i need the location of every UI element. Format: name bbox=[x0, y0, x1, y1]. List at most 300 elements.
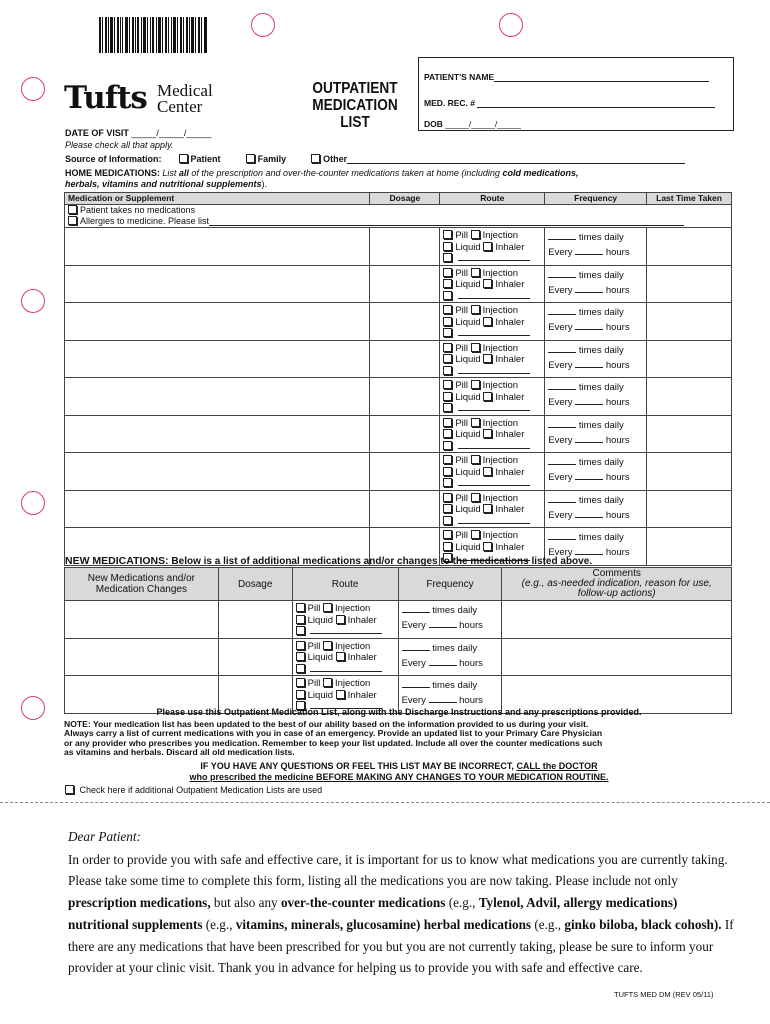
note-line: as vitamins and herbals. Discard all old medication lists. bbox=[64, 746, 295, 757]
frequency-cell bbox=[545, 490, 647, 528]
every-hours-field[interactable] bbox=[575, 479, 603, 480]
route-cell bbox=[292, 638, 398, 676]
times-daily-field[interactable] bbox=[402, 650, 430, 651]
route-inhaler-label: Inhaler bbox=[495, 504, 525, 515]
route-injection-label: Injection bbox=[334, 678, 371, 689]
route-injection-label: Injection bbox=[482, 455, 519, 466]
every-hours-field[interactable] bbox=[575, 517, 603, 518]
route-other-checkbox[interactable] bbox=[443, 403, 452, 412]
allergies-checkbox[interactable] bbox=[68, 216, 77, 225]
route-inhaler-checkbox[interactable] bbox=[483, 467, 492, 476]
every-hours-field[interactable] bbox=[575, 367, 603, 368]
patient-name-field[interactable] bbox=[494, 81, 709, 82]
route-other-checkbox[interactable] bbox=[443, 516, 452, 525]
route-injection-checkbox[interactable] bbox=[323, 641, 332, 650]
table-row bbox=[65, 453, 732, 491]
every-hours-field[interactable] bbox=[575, 404, 603, 405]
route-pill-checkbox[interactable] bbox=[443, 230, 452, 239]
frequency-cell bbox=[398, 601, 502, 639]
route-liquid-checkbox[interactable] bbox=[443, 354, 452, 363]
route-injection-checkbox[interactable] bbox=[471, 230, 480, 239]
route-liquid-checkbox[interactable] bbox=[443, 542, 452, 551]
times-daily-field[interactable] bbox=[548, 352, 576, 353]
logo-subtitle bbox=[157, 83, 213, 115]
route-other-checkbox[interactable] bbox=[443, 253, 452, 262]
route-injection-checkbox[interactable] bbox=[323, 678, 332, 687]
route-liquid-label: Liquid bbox=[455, 541, 481, 553]
route-other-field[interactable] bbox=[458, 373, 530, 374]
route-inhaler-checkbox[interactable] bbox=[483, 354, 492, 363]
route-pill-checkbox[interactable] bbox=[443, 380, 452, 389]
last-time-taken-cell[interactable] bbox=[647, 265, 732, 303]
allergies-label: Allergies to medicine. Please list bbox=[80, 216, 210, 226]
route-pill-checkbox[interactable] bbox=[443, 268, 452, 277]
route-inhaler-checkbox[interactable] bbox=[483, 242, 492, 251]
source-family-label: Family bbox=[257, 154, 287, 164]
route-other-field[interactable] bbox=[458, 335, 530, 336]
route-inhaler-checkbox[interactable] bbox=[483, 429, 492, 438]
route-inhaler-label: Inhaler bbox=[495, 391, 525, 403]
col-comments bbox=[502, 568, 732, 601]
every-label: Every bbox=[548, 509, 573, 521]
home-medications-heading: HOME MEDICATIONS: bbox=[65, 168, 160, 178]
punch-hole-circle bbox=[21, 289, 45, 313]
col-comments-title: Comments bbox=[592, 568, 641, 579]
col-frequency: Frequency bbox=[545, 193, 647, 205]
route-cell bbox=[440, 453, 545, 491]
route-pill-label: Pill bbox=[455, 305, 468, 316]
date-of-visit-field[interactable]: _____/_____/_____ bbox=[131, 128, 212, 138]
route-cell bbox=[440, 265, 545, 303]
barcode bbox=[99, 17, 207, 53]
route-pill-checkbox[interactable] bbox=[443, 455, 452, 464]
route-pill-checkbox[interactable] bbox=[443, 343, 452, 352]
dosage-cell[interactable] bbox=[370, 228, 440, 266]
route-pill-checkbox[interactable] bbox=[443, 493, 452, 502]
route-inhaler-checkbox[interactable] bbox=[483, 504, 492, 513]
source-patient-label: Patient bbox=[190, 154, 221, 164]
route-inhaler-label: Inhaler bbox=[495, 354, 525, 365]
route-cell bbox=[440, 303, 545, 341]
route-injection-checkbox[interactable] bbox=[471, 493, 480, 502]
route-inhaler-label: Inhaler bbox=[495, 241, 525, 253]
route-liquid-label: Liquid bbox=[307, 614, 333, 626]
additional-lists-label: Check here if additional Outpatient Medication Lists are used bbox=[79, 785, 323, 795]
letter-text: If there are any medications that have been prescribed for you but you are not currently taking, please be sure to inform your provider at your clinic visit. Thank you in advance for helping us to provide you with safe and effective care. bbox=[68, 916, 734, 976]
new-medication-cell[interactable] bbox=[65, 601, 219, 639]
route-liquid-label: Liquid bbox=[455, 316, 481, 328]
med-rec-field[interactable] bbox=[477, 107, 715, 108]
hours-label: hours bbox=[605, 322, 630, 333]
route-pill-label: Pill bbox=[455, 230, 468, 241]
table-row bbox=[65, 638, 732, 676]
medication-cell[interactable] bbox=[65, 415, 370, 453]
hours-label: hours bbox=[605, 434, 630, 446]
col-frequency: Frequency bbox=[398, 568, 502, 601]
route-pill-checkbox[interactable] bbox=[296, 603, 305, 612]
table-header-row bbox=[65, 568, 732, 601]
route-liquid-checkbox[interactable] bbox=[443, 392, 452, 401]
logo-subtitle-line1: Medical bbox=[157, 81, 213, 100]
every-hours-field[interactable] bbox=[575, 442, 603, 443]
col-route: Route bbox=[440, 193, 545, 205]
route-inhaler-label: Inhaler bbox=[495, 316, 525, 328]
comments-cell[interactable] bbox=[502, 601, 732, 639]
every-hours-field[interactable] bbox=[429, 627, 457, 628]
last-time-taken-cell[interactable] bbox=[647, 453, 732, 491]
hours-label: hours bbox=[605, 284, 630, 296]
comments-cell[interactable] bbox=[502, 638, 732, 676]
every-hours-field[interactable] bbox=[575, 329, 603, 330]
col-dosage: Dosage bbox=[370, 193, 440, 205]
frequency-cell bbox=[545, 340, 647, 378]
dosage-cell[interactable] bbox=[370, 303, 440, 341]
dob-field[interactable]: _____/_____/_____ bbox=[445, 119, 521, 129]
letter-bold: prescription medications, bbox=[68, 895, 211, 911]
times-daily-field[interactable] bbox=[548, 314, 576, 315]
allergies-row bbox=[65, 216, 732, 228]
no-meds-checkbox[interactable] bbox=[68, 205, 77, 214]
med-rec-label: MED. REC. # bbox=[424, 98, 476, 108]
note-block bbox=[64, 720, 739, 757]
route-injection-checkbox[interactable] bbox=[471, 268, 480, 277]
frequency-cell bbox=[545, 228, 647, 266]
times-daily-field[interactable] bbox=[548, 502, 576, 503]
route-other-field[interactable] bbox=[310, 671, 382, 672]
route-injection-label: Injection bbox=[482, 230, 519, 241]
table-row bbox=[65, 265, 732, 303]
route-inhaler-label: Inhaler bbox=[347, 652, 377, 663]
medication-cell[interactable] bbox=[65, 453, 370, 491]
times-daily-label: times daily bbox=[578, 382, 624, 393]
route-pill-label: Pill bbox=[455, 342, 468, 354]
every-label: Every bbox=[401, 657, 426, 669]
every-hours-field[interactable] bbox=[575, 292, 603, 293]
dosage-cell[interactable] bbox=[218, 601, 292, 639]
every-label: Every bbox=[548, 472, 573, 483]
route-injection-checkbox[interactable] bbox=[471, 343, 480, 352]
route-inhaler-label: Inhaler bbox=[495, 429, 525, 440]
dosage-cell[interactable] bbox=[370, 453, 440, 491]
times-daily-label: times daily bbox=[578, 419, 624, 431]
note-line: NOTE: Your medication list has been updated to the best of our ability based on the information provided to us during your visit. bbox=[64, 719, 589, 729]
warning-call-doctor: CALL the DOCTOR bbox=[516, 761, 598, 771]
frequency-cell bbox=[545, 415, 647, 453]
route-injection-label: Injection bbox=[482, 530, 519, 541]
last-time-taken-cell[interactable] bbox=[647, 340, 732, 378]
route-pill-checkbox[interactable] bbox=[443, 305, 452, 314]
source-other-checkbox[interactable] bbox=[311, 154, 320, 163]
patient-letter bbox=[68, 826, 738, 979]
route-injection-checkbox[interactable] bbox=[471, 530, 480, 539]
route-other-checkbox[interactable] bbox=[443, 478, 452, 487]
letter-text: but also any bbox=[213, 895, 278, 911]
route-cell bbox=[440, 490, 545, 528]
no-meds-row bbox=[65, 205, 732, 217]
col-comments-sub1: (e.g., as-needed indication, reason for use, bbox=[521, 578, 712, 589]
dosage-cell[interactable] bbox=[370, 340, 440, 378]
route-liquid-label: Liquid bbox=[455, 466, 481, 478]
col-new-medication-line1: New Medications and/or bbox=[87, 573, 196, 584]
col-last-time-taken: Last Time Taken bbox=[647, 193, 732, 205]
times-daily-label: times daily bbox=[578, 457, 624, 468]
cut-line bbox=[0, 802, 770, 803]
intro-end: ). bbox=[261, 179, 268, 189]
times-daily-label: times daily bbox=[578, 232, 624, 243]
source-patient-checkbox[interactable] bbox=[179, 154, 188, 163]
route-injection-checkbox[interactable] bbox=[323, 603, 332, 612]
route-other-field[interactable] bbox=[458, 298, 530, 299]
col-route: Route bbox=[292, 568, 398, 601]
table-row bbox=[65, 378, 732, 416]
route-inhaler-checkbox[interactable] bbox=[336, 690, 345, 699]
date-of-visit-label: DATE OF VISIT bbox=[65, 128, 129, 138]
times-daily-field[interactable] bbox=[548, 464, 576, 465]
new-medications-heading: NEW MEDICATIONS: bbox=[65, 555, 169, 567]
additional-lists bbox=[65, 785, 322, 795]
route-injection-label: Injection bbox=[334, 640, 371, 652]
col-new-medication-line2: Medication Changes bbox=[95, 584, 187, 595]
route-other-checkbox[interactable] bbox=[296, 626, 305, 635]
letter-text: (e.g., bbox=[448, 895, 476, 911]
home-medications-intro bbox=[65, 168, 735, 190]
route-pill-checkbox[interactable] bbox=[296, 678, 305, 687]
dosage-cell[interactable] bbox=[370, 378, 440, 416]
times-daily-label: times daily bbox=[432, 605, 478, 616]
route-inhaler-checkbox[interactable] bbox=[483, 542, 492, 551]
route-injection-label: Injection bbox=[482, 267, 519, 279]
route-other-checkbox[interactable] bbox=[443, 441, 452, 450]
last-time-taken-cell[interactable] bbox=[647, 415, 732, 453]
new-medication-cell[interactable] bbox=[65, 638, 219, 676]
times-daily-label: times daily bbox=[432, 642, 478, 654]
col-comments-sub2: follow-up actions) bbox=[577, 588, 656, 599]
route-other-field[interactable] bbox=[458, 410, 530, 411]
check-note: Please check all that apply. bbox=[65, 140, 174, 150]
route-liquid-checkbox[interactable] bbox=[443, 467, 452, 476]
route-other-checkbox[interactable] bbox=[443, 328, 452, 337]
letter-bold: over-the-counter medications bbox=[280, 895, 446, 911]
route-liquid-checkbox[interactable] bbox=[296, 615, 305, 624]
times-daily-field[interactable] bbox=[548, 539, 576, 540]
route-inhaler-checkbox[interactable] bbox=[336, 652, 345, 661]
route-injection-label: Injection bbox=[482, 380, 519, 391]
route-pill-checkbox[interactable] bbox=[443, 418, 452, 427]
times-daily-field[interactable] bbox=[548, 427, 576, 428]
medication-cell[interactable] bbox=[65, 303, 370, 341]
route-pill-label: Pill bbox=[307, 678, 321, 689]
dosage-cell[interactable] bbox=[218, 638, 292, 676]
route-injection-label: Injection bbox=[482, 417, 519, 429]
col-dosage: Dosage bbox=[218, 568, 292, 601]
punch-hole-circle bbox=[21, 696, 45, 720]
route-pill-label: Pill bbox=[307, 640, 321, 652]
route-injection-label: Injection bbox=[482, 305, 519, 316]
source-other-field[interactable] bbox=[347, 163, 685, 164]
every-label: Every bbox=[401, 695, 426, 706]
times-daily-label: times daily bbox=[432, 680, 478, 691]
route-pill-label: Pill bbox=[307, 603, 321, 614]
route-liquid-label: Liquid bbox=[455, 429, 481, 440]
every-hours-field[interactable] bbox=[575, 254, 603, 255]
route-pill-checkbox[interactable] bbox=[443, 530, 452, 539]
route-pill-label: Pill bbox=[455, 455, 468, 466]
source-label: Source of Information: bbox=[65, 154, 162, 164]
route-other-field[interactable] bbox=[458, 485, 530, 486]
route-cell bbox=[440, 415, 545, 453]
frequency-cell bbox=[545, 265, 647, 303]
medication-cell[interactable] bbox=[65, 340, 370, 378]
letter-bold: Tylenol, Advil, allergy medications) nutritional supplements bbox=[68, 895, 678, 932]
route-other-checkbox[interactable] bbox=[296, 664, 305, 673]
dosage-cell[interactable] bbox=[370, 490, 440, 528]
use-list-note: Please use this Outpatient Medication List, along with the Discharge Instructions and any prescriptions provided. bbox=[156, 707, 642, 717]
new-medications-table bbox=[64, 567, 732, 714]
route-liquid-checkbox[interactable] bbox=[443, 317, 452, 326]
new-medications-intro bbox=[65, 555, 592, 567]
frequency-cell bbox=[545, 453, 647, 491]
hours-label: hours bbox=[605, 547, 630, 558]
dob-label: DOB bbox=[424, 119, 443, 129]
times-daily-label: times daily bbox=[578, 307, 624, 318]
route-other-field[interactable] bbox=[458, 448, 530, 449]
every-label: Every bbox=[548, 397, 573, 408]
every-hours-field[interactable] bbox=[429, 702, 457, 703]
dosage-cell[interactable] bbox=[370, 415, 440, 453]
route-injection-checkbox[interactable] bbox=[471, 455, 480, 464]
route-inhaler-checkbox[interactable] bbox=[483, 317, 492, 326]
table-row bbox=[65, 601, 732, 639]
hours-label: hours bbox=[605, 397, 630, 408]
route-liquid-checkbox[interactable] bbox=[443, 504, 452, 513]
dosage-cell[interactable] bbox=[370, 265, 440, 303]
medication-cell[interactable] bbox=[65, 265, 370, 303]
last-time-taken-cell[interactable] bbox=[647, 490, 732, 528]
last-time-taken-cell[interactable] bbox=[647, 303, 732, 341]
route-inhaler-label: Inhaler bbox=[347, 614, 377, 626]
route-inhaler-checkbox[interactable] bbox=[483, 279, 492, 288]
times-daily-label: times daily bbox=[578, 269, 624, 281]
table-row bbox=[65, 303, 732, 341]
route-other-field[interactable] bbox=[310, 633, 382, 634]
route-pill-label: Pill bbox=[455, 267, 468, 279]
medication-cell[interactable] bbox=[65, 490, 370, 528]
times-daily-label: times daily bbox=[578, 344, 624, 356]
route-liquid-checkbox[interactable] bbox=[443, 429, 452, 438]
route-injection-checkbox[interactable] bbox=[471, 305, 480, 314]
punch-hole-circle bbox=[21, 491, 45, 515]
times-daily-field[interactable] bbox=[548, 239, 576, 240]
route-liquid-label: Liquid bbox=[455, 504, 481, 515]
additional-lists-checkbox[interactable] bbox=[65, 785, 74, 794]
frequency-cell bbox=[545, 303, 647, 341]
letter-text: (e.g., bbox=[534, 916, 562, 932]
punch-hole-circle bbox=[499, 13, 523, 37]
warning-text: IF YOU HAVE ANY QUESTIONS OR FEEL THIS LIST MAY BE INCORRECT, bbox=[200, 761, 514, 771]
times-daily-field[interactable] bbox=[548, 389, 576, 390]
punch-hole-circle bbox=[21, 77, 45, 101]
route-liquid-checkbox[interactable] bbox=[443, 279, 452, 288]
patient-info-box bbox=[418, 57, 734, 131]
punch-hole-circle bbox=[251, 13, 275, 37]
last-time-taken-cell[interactable] bbox=[647, 528, 732, 566]
route-inhaler-label: Inhaler bbox=[347, 689, 377, 701]
col-new-medication bbox=[65, 568, 219, 601]
hours-label: hours bbox=[459, 657, 483, 669]
route-other-checkbox[interactable] bbox=[443, 291, 452, 300]
letter-body bbox=[68, 849, 738, 979]
route-pill-label: Pill bbox=[455, 530, 468, 541]
route-pill-label: Pill bbox=[455, 492, 468, 504]
home-medications-table bbox=[64, 192, 732, 566]
table-header-row bbox=[65, 193, 732, 205]
times-daily-field[interactable] bbox=[402, 612, 430, 613]
route-liquid-checkbox[interactable] bbox=[296, 652, 305, 661]
table-row bbox=[65, 415, 732, 453]
table-row bbox=[65, 228, 732, 266]
route-liquid-label: Liquid bbox=[455, 241, 481, 253]
last-time-taken-cell[interactable] bbox=[647, 228, 732, 266]
route-injection-label: Injection bbox=[482, 492, 519, 504]
every-label: Every bbox=[548, 547, 573, 558]
title-line3: LIST bbox=[340, 114, 370, 131]
date-of-visit bbox=[65, 128, 211, 138]
route-other-checkbox[interactable] bbox=[443, 366, 452, 375]
letter-bold: vitamins, minerals, glucosamine) herbal medications bbox=[235, 916, 532, 932]
intro-cold: cold medications, bbox=[502, 168, 579, 178]
route-other-field[interactable] bbox=[458, 260, 530, 261]
title-line1: OUTPATIENT bbox=[312, 80, 398, 97]
frequency-cell bbox=[398, 638, 502, 676]
route-pill-checkbox[interactable] bbox=[296, 641, 305, 650]
intro-text: List bbox=[162, 168, 177, 178]
letter-text: In order to provide you with safe and effective care, it is important for us to know what medications you are currently taking. Please take some time to complete this form, listing all the medications you are now taking. Please include not only bbox=[68, 851, 728, 889]
every-hours-field[interactable] bbox=[429, 665, 457, 666]
col-medication: Medication or Supplement bbox=[65, 193, 370, 205]
medication-cell[interactable] bbox=[65, 228, 370, 266]
note-line: Always carry a list of current medications with you in case of an emergency. Provide an updated list to your Primary Care Physician bbox=[64, 728, 603, 739]
frequency-cell bbox=[545, 378, 647, 416]
route-injection-checkbox[interactable] bbox=[471, 418, 480, 427]
route-other-field[interactable] bbox=[458, 523, 530, 524]
route-injection-label: Injection bbox=[334, 603, 371, 614]
last-time-taken-cell[interactable] bbox=[647, 378, 732, 416]
route-cell bbox=[292, 601, 398, 639]
route-liquid-checkbox[interactable] bbox=[296, 690, 305, 699]
medication-cell[interactable] bbox=[65, 378, 370, 416]
every-label: Every bbox=[548, 434, 573, 446]
source-of-information bbox=[65, 154, 735, 164]
no-meds-label: Patient takes no medications bbox=[80, 205, 196, 215]
route-liquid-label: Liquid bbox=[455, 354, 481, 365]
route-injection-checkbox[interactable] bbox=[471, 380, 480, 389]
route-inhaler-checkbox[interactable] bbox=[483, 392, 492, 401]
times-daily-field[interactable] bbox=[548, 277, 576, 278]
every-label: Every bbox=[548, 247, 573, 258]
times-daily-field[interactable] bbox=[402, 687, 430, 688]
form-code: TUFTS MED DM (REV 05/11) bbox=[614, 990, 714, 999]
route-liquid-checkbox[interactable] bbox=[443, 242, 452, 251]
route-liquid-label: Liquid bbox=[307, 689, 333, 701]
warning-text-2: who prescribed the medicine BEFORE MAKING ANY CHANGES TO YOUR MEDICATION ROUTINE. bbox=[189, 772, 609, 782]
logo-wordmark: Tufts bbox=[64, 80, 147, 116]
route-inhaler-checkbox[interactable] bbox=[336, 615, 345, 624]
warning-block bbox=[64, 761, 734, 783]
letter-bold: ginko biloba, black cohosh). bbox=[564, 916, 722, 932]
route-inhaler-label: Inhaler bbox=[495, 541, 525, 553]
source-family-checkbox[interactable] bbox=[246, 154, 255, 163]
allergies-field[interactable] bbox=[209, 225, 684, 226]
